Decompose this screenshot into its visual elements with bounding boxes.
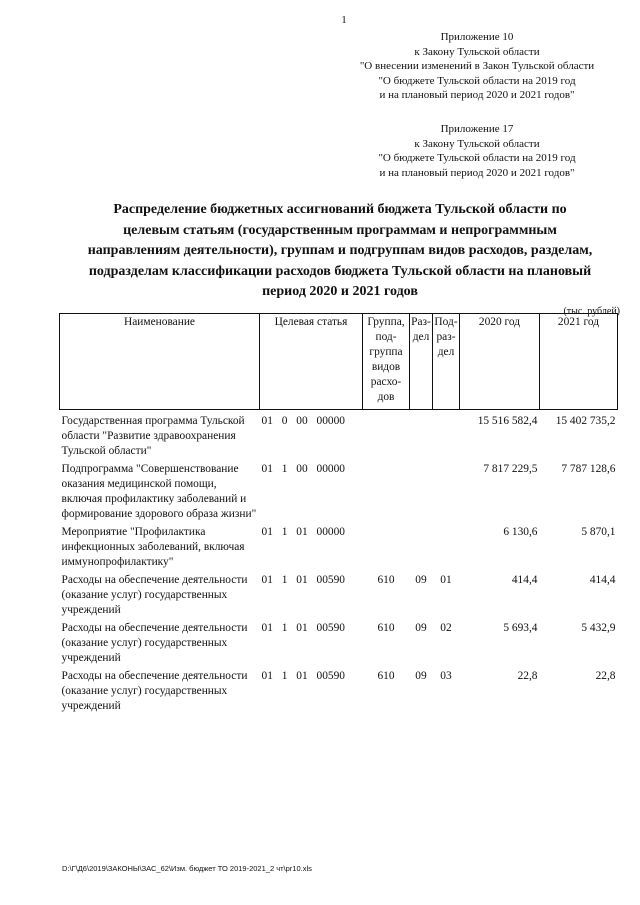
title-line: подразделам классификации расходов бюджета Тульской области на плановый [88, 263, 592, 279]
header-expense-group: Группа, под-группа видов расхо-дов [363, 314, 410, 410]
annex-line: "О бюджете Тульской области на 2019 год [378, 74, 576, 87]
annex-line: к Закону Тульской области [414, 137, 540, 150]
header-year-2021: 2021 год [540, 314, 618, 410]
units-label: (тыс. рублей) [563, 306, 620, 317]
row-group: 610 [377, 574, 395, 586]
row-name: Расходы на обеспечение деятельности (оказание услуг) государственных учреждений [61, 622, 248, 664]
header-year-2020: 2020 год [460, 314, 540, 410]
table-row [60, 525, 618, 573]
row-subsection: 01 [440, 574, 452, 586]
annex-17-header [352, 122, 602, 180]
row-value-2021: 5 432,9 [581, 622, 616, 634]
row-group: 610 [377, 622, 395, 634]
row-value-2020: 414,4 [511, 574, 538, 586]
row-name: Мероприятие "Профилактика инфекционных заболеваний, включая иммунопрофилактику" [61, 526, 245, 568]
title-line: целевым статьям (государственным программам и непрограммным [123, 222, 557, 238]
row-subsection [433, 410, 460, 463]
row-group [363, 410, 410, 463]
table-row [60, 669, 618, 717]
annex-line: и на плановый период 2020 и 2021 годов" [379, 166, 575, 179]
title-line: направлениям деятельности), группам и подгруппам видов расходов, разделам, [87, 243, 593, 258]
title-line: период 2020 и 2021 годов [262, 284, 418, 299]
row-name: Государственная программа Тульской области "Развитие здравоохранения Тульской области" [61, 415, 245, 457]
row-target-code: 01 1 01 00590 [261, 670, 345, 682]
header-subsection: Под-раз-дел [433, 314, 460, 410]
row-section [410, 462, 433, 525]
table-row [60, 621, 618, 669]
title-line: Распределение бюджетных ассигнований бюджета Тульской области по [113, 202, 567, 217]
annex-line: "О бюджете Тульской области на 2019 год [378, 152, 576, 164]
row-name: Расходы на обеспечение деятельности (оказание услуг) государственных учреждений [61, 670, 248, 712]
row-value-2020: 7 817 229,5 [483, 463, 538, 475]
header-name: Наименование [60, 314, 260, 410]
row-section [410, 525, 433, 573]
table-row [60, 462, 618, 525]
row-value-2020: 5 693,4 [503, 622, 538, 634]
row-section: 09 [415, 574, 427, 586]
table-header [60, 314, 618, 410]
row-subsection: 02 [440, 622, 452, 634]
row-target-code: 01 1 01 00590 [261, 574, 345, 586]
row-target-code: 01 0 00 00000 [261, 415, 345, 427]
table-row [60, 410, 618, 463]
annex-10-header [352, 30, 602, 103]
row-group [363, 462, 410, 525]
row-target-code: 01 1 01 00590 [261, 622, 345, 634]
row-target-code: 01 1 01 00000 [261, 526, 345, 538]
row-name: Расходы на обеспечение деятельности (оказание услуг) государственных учреждений [61, 574, 248, 616]
row-section [410, 410, 433, 463]
row-subsection [433, 462, 460, 525]
row-value-2020: 6 130,6 [503, 526, 538, 538]
table-row [60, 573, 618, 621]
row-target-code: 01 1 00 00000 [261, 463, 345, 475]
row-value-2021: 22,8 [595, 670, 616, 682]
row-value-2021: 7 787 128,6 [561, 463, 616, 475]
header-section: Раз-дел [410, 314, 433, 410]
row-value-2021: 414,4 [589, 574, 616, 586]
row-group: 610 [377, 670, 395, 682]
row-name: Подпрограмма "Совершенствование оказания медицинской помощи, включая профилактику заболеваний и формирование здорового образа жизни" [61, 463, 257, 520]
document-title [60, 200, 620, 303]
annex-line: Приложение 17 [440, 123, 514, 135]
row-group [363, 525, 410, 573]
header-target-article: Целевая статья [260, 314, 363, 410]
page-number: 1 [341, 14, 347, 26]
file-path-footer: D:\Г\Д6\2019\ЗАКОНЫ\ЗАС_62\Изм. бюджет ТО 2019-2021_2 чт\pr10.xls [62, 864, 312, 873]
row-section: 09 [415, 622, 427, 634]
row-subsection [433, 525, 460, 573]
annex-line: к Закону Тульской области [414, 45, 540, 58]
annex-line: Приложение 10 [440, 31, 514, 43]
row-section: 09 [415, 670, 427, 682]
row-value-2020: 22,8 [517, 670, 538, 682]
row-subsection: 03 [440, 670, 452, 682]
row-value-2021: 5 870,1 [581, 526, 616, 538]
annex-line: "О внесении изменений в Закон Тульской области [359, 60, 595, 72]
annex-line: и на плановый период 2020 и 2021 годов" [379, 89, 575, 101]
row-value-2020: 15 516 582,4 [477, 415, 538, 427]
budget-table [59, 313, 618, 717]
row-value-2021: 15 402 735,2 [555, 415, 616, 427]
